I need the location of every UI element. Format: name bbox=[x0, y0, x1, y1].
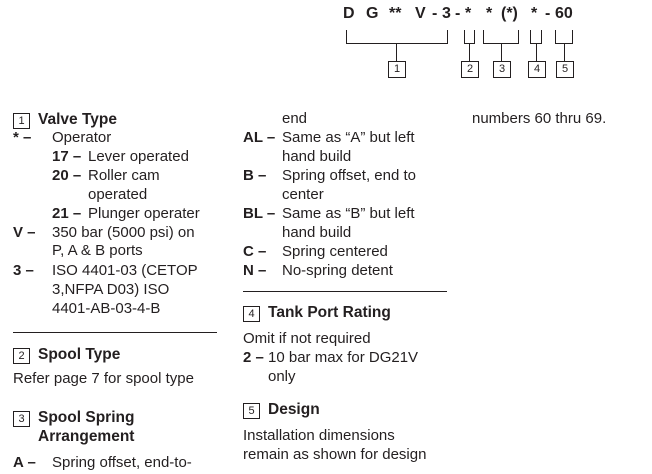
spool-type-text: Refer page 7 for spool type bbox=[13, 370, 194, 387]
code-token-60: 60 bbox=[555, 5, 573, 22]
code-token-v: V bbox=[415, 5, 426, 22]
section-number-2: 2 bbox=[13, 348, 30, 364]
code-3: 3 – bbox=[13, 262, 34, 279]
tank-port-text: Omit if not required bbox=[243, 330, 371, 347]
code-n: N – bbox=[243, 262, 267, 279]
code-21-text: Plunger operater bbox=[88, 205, 200, 222]
code-token-star-2: * bbox=[486, 5, 493, 22]
diagram-box-3: 3 bbox=[493, 61, 511, 78]
design-text-2: remain as shown for design bbox=[243, 446, 427, 463]
code-2-text-1: 10 bar max for DG21V bbox=[268, 349, 419, 366]
code-17-text: Lever operated bbox=[88, 148, 189, 165]
section-number-5: 5 bbox=[243, 403, 260, 419]
code-bl-text-1: Same as “B” but left bbox=[282, 205, 415, 222]
code-b-text-2: center bbox=[282, 186, 324, 203]
code-token-dash-1: - bbox=[432, 5, 438, 22]
code-c-text: Spring centered bbox=[282, 243, 388, 260]
code-20-text-2: operated bbox=[88, 186, 148, 203]
code-b-text-1: Spring offset, end to bbox=[282, 167, 416, 184]
code-token-dash-3: - bbox=[545, 5, 551, 22]
code-token-stars: ** bbox=[389, 5, 402, 22]
code-a: A – bbox=[13, 454, 36, 471]
code-c: C – bbox=[243, 243, 267, 260]
code-token-paren-star: (*) bbox=[501, 5, 518, 22]
three-text-2: 3,NFPA D03) ISO bbox=[52, 281, 170, 298]
section-number-1: 1 bbox=[13, 113, 30, 129]
code-token-3: 3 bbox=[442, 5, 451, 22]
code-b: B – bbox=[243, 167, 267, 184]
section-number-4: 4 bbox=[243, 306, 260, 322]
code-bl: BL – bbox=[243, 205, 276, 222]
diagram-box-2: 2 bbox=[461, 61, 479, 78]
spool-spring-heading-2: Arrangement bbox=[38, 428, 135, 445]
spool-spring-heading-1: Spool Spring bbox=[38, 409, 135, 426]
code-v: V – bbox=[13, 224, 36, 241]
code-n-text: No-spring detent bbox=[282, 262, 393, 279]
tank-port-heading: Tank Port Rating bbox=[268, 304, 391, 321]
three-text-3: 4401-AB-03-4-B bbox=[52, 300, 161, 317]
diagram-box-4: 4 bbox=[528, 61, 546, 78]
code-star: * – bbox=[13, 129, 32, 146]
code-2: 2 – bbox=[243, 349, 264, 366]
diagram-box-5: 5 bbox=[556, 61, 574, 78]
code-a-text: Spring offset, end-to- bbox=[52, 454, 192, 471]
code-bl-text-2: hand build bbox=[282, 224, 352, 241]
spool-type-heading: Spool Type bbox=[38, 346, 121, 363]
code-20-text-1: Roller cam bbox=[88, 167, 160, 184]
design-text-1: Installation dimensions bbox=[243, 427, 395, 444]
three-text-1: ISO 4401-03 (CETOP bbox=[52, 262, 198, 279]
v-text-2: P, A & B ports bbox=[52, 242, 143, 259]
divider-col1-1 bbox=[13, 332, 217, 333]
valve-type-heading: Valve Type bbox=[38, 111, 117, 128]
code-a-text-cont: end bbox=[282, 110, 308, 127]
code-token-dash-2: - bbox=[455, 5, 461, 22]
code-al-text-1: Same as “A” but left bbox=[282, 129, 415, 146]
code-2-text-2: only bbox=[268, 368, 296, 385]
code-17: 17 – bbox=[52, 148, 82, 165]
design-numbers-text: numbers 60 thru 69. bbox=[472, 110, 607, 127]
code-token-star-3: * bbox=[531, 5, 538, 22]
section-number-3: 3 bbox=[13, 411, 30, 427]
code-20: 20 – bbox=[52, 167, 82, 184]
code-al-text-2: hand build bbox=[282, 148, 352, 165]
code-21: 21 – bbox=[52, 205, 82, 222]
code-al: AL – bbox=[243, 129, 276, 146]
design-heading: Design bbox=[268, 401, 320, 418]
star-text: Operator bbox=[52, 129, 112, 146]
code-token-g: G bbox=[366, 5, 379, 22]
code-token-d: D bbox=[343, 5, 355, 22]
code-token-star-1: * bbox=[465, 5, 472, 22]
diagram-box-1: 1 bbox=[388, 61, 406, 78]
divider-col2-1 bbox=[243, 291, 447, 292]
v-text-1: 350 bar (5000 psi) on bbox=[52, 224, 195, 241]
